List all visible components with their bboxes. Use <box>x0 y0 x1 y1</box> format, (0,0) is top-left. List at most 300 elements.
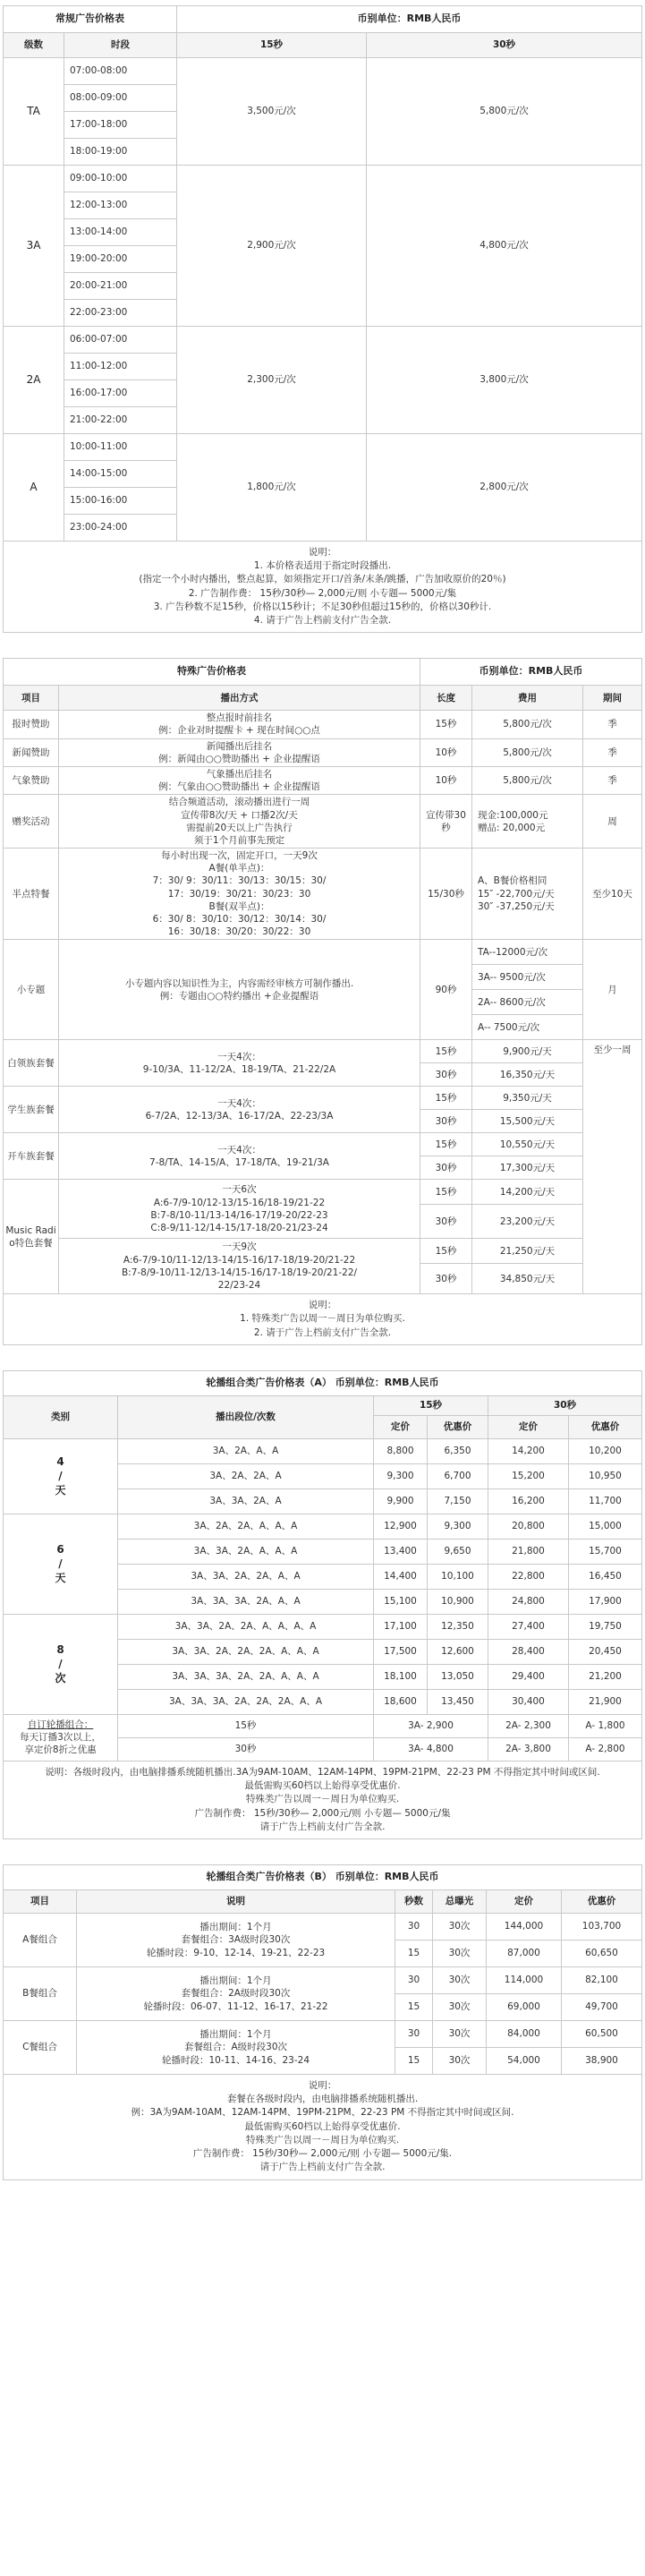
price-15-cell: 1,800元/次 <box>177 434 367 542</box>
item-fee: 5,800元/次 <box>472 767 583 795</box>
custom-3a: 3A- 4,800 <box>374 1737 488 1761</box>
regular-notes: 说明： 1. 本价格表适用于指定时段播出. (指定一个小时内播出，整点起算，如须指定开口/首条/末条/跳播，广告加收原价的20％) 2. 广告制作费： 15秒/30秒— 2,000元/则 小专题— 5000元/集 3. 广告秒数不足15秒，价格以15秒计；不足30秒但超过15秒的，价格以30秒计. 4. 请于广告上档前支付广告全款. <box>3 542 642 633</box>
header-list: 定价 <box>487 1889 562 1913</box>
text-line: 一天4次： <box>217 1144 261 1156</box>
slots-cell: 3A、3A、2A、2A、A、A <box>118 1564 374 1589</box>
special-price-section <box>3 658 642 1345</box>
header-30s: 30秒 <box>367 33 642 58</box>
category-count: 4 <box>56 1455 64 1469</box>
category-cell <box>4 1614 118 1714</box>
header-desc: 说明 <box>77 1889 395 1913</box>
header-method: 播出方式 <box>59 686 420 711</box>
disc-30: 20,450 <box>569 1639 642 1664</box>
list-15: 17,100 <box>374 1614 428 1639</box>
text-line: B:7-8/9-10/11-12/13-14/15-16/17-18/19-20/21-22/ <box>121 1267 358 1278</box>
table-row <box>4 767 642 795</box>
package-desc <box>59 1239 420 1294</box>
slot-cell: 19:00-20:00 <box>64 246 177 273</box>
price-15-cell: 3,500元/次 <box>177 58 367 166</box>
text-line: 30″ -37,250元/天 <box>478 900 555 912</box>
header-15s: 15秒 <box>374 1395 488 1415</box>
price-15-cell: 2,300元/次 <box>177 327 367 434</box>
slot-cell: 10:00-11:00 <box>64 434 177 461</box>
text-line: 每天订播3次以上， <box>20 1732 101 1744</box>
combo-list: 87,000 <box>487 1940 562 1966</box>
level-cell: 2A <box>4 327 64 434</box>
disc-30: 15,700 <box>569 1539 642 1564</box>
combo-exposure: 30次 <box>433 1940 487 1966</box>
header-30s: 30秒 <box>488 1395 642 1415</box>
text-line: 16：30/18：30/20：30/22：30 <box>167 926 311 938</box>
text-line: 套餐组合：A级时段30次 <box>183 2042 288 2053</box>
text-line: 轮播时段：06-07、11-12、16-17、21-22 <box>143 2000 328 2012</box>
header-category: 类别 <box>4 1395 118 1438</box>
text-line: A、B餐价格相同 <box>478 875 547 887</box>
category-unit: 次 <box>55 1672 66 1685</box>
package-desc <box>59 1180 420 1239</box>
package-fee-30: 16,350元/天 <box>472 1063 583 1087</box>
item-length: 10秒 <box>420 767 472 795</box>
item-period: 季 <box>583 767 642 795</box>
disc-30: 10,950 <box>569 1463 642 1488</box>
text-line: 播出期间：1个月 <box>199 1975 272 1987</box>
category-cell <box>4 1514 118 1614</box>
category-unit: 天 <box>55 1572 66 1585</box>
item-length: 10秒 <box>420 738 472 766</box>
item-name: 报时赞助 <box>4 711 59 738</box>
price-30-cell: 4,800元/次 <box>367 166 642 327</box>
table-row <box>4 434 642 461</box>
combo-list: 84,000 <box>487 2020 562 2047</box>
package-name: 白领族套餐 <box>4 1040 59 1087</box>
disc-30: 17,900 <box>569 1589 642 1614</box>
text-line: 轮播时段：9-10、12-14、19-21、22-23 <box>146 1947 326 1958</box>
text-line: 需提前20天以上广告执行 <box>186 822 293 833</box>
text-line: 播出期间：1个月 <box>199 1922 272 1933</box>
disc-15: 13,450 <box>428 1689 488 1714</box>
slot-cell: 16:00-17:00 <box>64 380 177 407</box>
combo-list: 69,000 <box>487 1993 562 2020</box>
text-line: 新闻播出后挂名 <box>206 740 273 752</box>
item-name: 赠奖活动 <box>4 795 59 849</box>
item-period: 至少10天 <box>583 849 642 940</box>
custom-a: A- 1,800 <box>569 1714 642 1737</box>
header-disc: 优惠价 <box>562 1889 642 1913</box>
list-30: 14,200 <box>488 1438 569 1463</box>
text-line: 整点报时前挂名 <box>206 712 273 724</box>
header-fee: 费用 <box>472 686 583 711</box>
text-line: 一天4次： <box>217 1097 261 1109</box>
text-line: 22/23-24 <box>217 1279 261 1291</box>
combo-desc <box>77 1913 395 1966</box>
rotation-b-table <box>3 1864 642 2075</box>
item-length: 90秒 <box>420 940 472 1040</box>
package-fee-30: 23,200元/天 <box>472 1205 583 1239</box>
item-fee: TA--12000元/次 <box>472 940 583 965</box>
rotation-b-notes: 说明： 套餐在各级时段内，由电脑排播系统随机播出. 例：3A为9AM-10AM、12AM-14PM、19PM-21PM、22-23 PM 不得指定其中时间或区间. 最低需购买60档以上始得享受优惠价. 特殊类广告以周一－周日为单位购买. 广告制作费： 15秒/30秒— 2,000元/则 小专题— 5000元/集. 请于广告上档前支付广告全款. <box>3 2075 642 2180</box>
price-15-cell: 2,900元/次 <box>177 166 367 327</box>
table-row <box>4 166 642 192</box>
list-15: 18,600 <box>374 1689 428 1714</box>
regular-price-table <box>3 5 642 542</box>
text-line: 例：新闻由○○赞助播出 + 企业提醒语 <box>158 753 320 764</box>
combo-name: C餐组合 <box>4 2020 77 2074</box>
package-desc <box>59 1087 420 1133</box>
category-count: 8 <box>56 1643 64 1657</box>
disc-15: 6,700 <box>428 1463 488 1488</box>
item-fee: A-- 7500元/次 <box>472 1015 583 1040</box>
slot-cell: 07:00-08:00 <box>64 58 177 85</box>
package-fee-30: 17,300元/天 <box>472 1156 583 1180</box>
slot-cell: 22:00-23:00 <box>64 300 177 327</box>
combo-seconds: 15 <box>395 1993 433 2020</box>
list-15: 13,400 <box>374 1539 428 1564</box>
category-unit: 天 <box>55 1484 66 1497</box>
table-row <box>4 1133 642 1156</box>
text-line: 一天4次： <box>217 1051 261 1062</box>
list-30: 28,400 <box>488 1639 569 1664</box>
list-15: 14,400 <box>374 1564 428 1589</box>
item-desc <box>59 738 420 766</box>
text-line: B:7-8/10-11/13-14/16-17/19-20/22-23 <box>150 1209 328 1221</box>
list-15: 9,300 <box>374 1463 428 1488</box>
text-line: 享定价8折之优惠 <box>24 1744 97 1756</box>
package-desc <box>59 1133 420 1180</box>
custom-2a: 2A- 3,800 <box>488 1737 569 1761</box>
combo-disc: 49,700 <box>562 1993 642 2020</box>
table-row <box>4 1239 642 1264</box>
text-line: 须于1个月前事先预定 <box>193 834 285 846</box>
combo-disc: 82,100 <box>562 1966 642 1993</box>
level-cell: TA <box>4 58 64 166</box>
package-fee-15: 9,350元/天 <box>472 1087 583 1110</box>
regular-title: 常规广告价格表 <box>4 6 177 33</box>
special-notes: 说明： 1. 特殊类广告以周一－周日为单位购买. 2. 请于广告上档前支付广告全款. <box>3 1294 642 1345</box>
package-period: 至少一周 <box>583 1040 642 1294</box>
disc-30: 10,200 <box>569 1438 642 1463</box>
custom-combo <box>4 1714 118 1761</box>
item-desc <box>59 767 420 795</box>
table-row <box>4 58 642 85</box>
list-30: 21,800 <box>488 1539 569 1564</box>
list-30: 16,200 <box>488 1488 569 1514</box>
level-cell: 3A <box>4 166 64 327</box>
disc-15: 10,900 <box>428 1589 488 1614</box>
package-length-30: 30秒 <box>420 1156 472 1180</box>
disc-15: 12,350 <box>428 1614 488 1639</box>
price-30-cell: 2,800元/次 <box>367 434 642 542</box>
combo-name: B餐组合 <box>4 1966 77 2020</box>
price-30-cell: 3,800元/次 <box>367 327 642 434</box>
item-desc <box>59 711 420 738</box>
item-length: 宣传带30秒 <box>420 795 472 849</box>
combo-desc <box>77 1966 395 2020</box>
item-fee: 2A-- 8600元/次 <box>472 990 583 1015</box>
text-line: 小专题内容以知识性为主，内容需经审核方可制作播出. <box>124 977 354 989</box>
combo-seconds: 15 <box>395 1940 433 1966</box>
header-item: 项目 <box>4 686 59 711</box>
slots-cell: 3A、3A、2A、2A、A、A、A、A <box>118 1614 374 1639</box>
header-period: 期间 <box>583 686 642 711</box>
special-price-table <box>3 658 642 1294</box>
category-slash: / <box>58 1658 63 1671</box>
item-desc <box>59 849 420 940</box>
text-line: 7-8/TA、14-15/A、17-18/TA、19-21/3A <box>149 1156 329 1168</box>
custom-length: 15秒 <box>118 1714 374 1737</box>
combo-disc: 103,700 <box>562 1913 642 1940</box>
text-line: 气象播出后挂名 <box>206 769 273 780</box>
text-line: 套餐组合：3A级时段30次 <box>181 1934 291 1946</box>
table-row <box>4 711 642 738</box>
text-line: 一天6次 <box>222 1184 257 1196</box>
category-cell <box>4 1438 118 1514</box>
list-30: 20,800 <box>488 1514 569 1539</box>
package-name: 开车族套餐 <box>4 1133 59 1180</box>
item-name: 小专题 <box>4 940 59 1040</box>
package-fee-30: 34,850元/天 <box>472 1264 583 1294</box>
header-disc-15: 优惠价 <box>428 1415 488 1438</box>
slots-cell: 3A、3A、3A、2A、A、A <box>118 1589 374 1614</box>
disc-15: 7,150 <box>428 1488 488 1514</box>
list-30: 24,800 <box>488 1589 569 1614</box>
package-fee-15: 10,550元/天 <box>472 1133 583 1156</box>
item-length: 15秒 <box>420 711 472 738</box>
item-name: 半点特餐 <box>4 849 59 940</box>
custom-2a: 2A- 2,300 <box>488 1714 569 1737</box>
rotation-a-table <box>3 1370 642 1761</box>
custom-3a: 3A- 2,900 <box>374 1714 488 1737</box>
slots-cell: 3A、2A、2A、A <box>118 1463 374 1488</box>
package-length-30: 30秒 <box>420 1264 472 1294</box>
price-30-cell: 5,800元/次 <box>367 58 642 166</box>
disc-15: 12,600 <box>428 1639 488 1664</box>
item-desc <box>59 795 420 849</box>
text-line: 17：30/19：30/21：30/23：30 <box>167 888 311 900</box>
package-length-15: 15秒 <box>420 1180 472 1205</box>
special-currency: 币别单位：RMB人民币 <box>420 659 642 686</box>
text-line: A餐(单半点)： <box>208 863 270 874</box>
combo-seconds: 30 <box>395 2020 433 2047</box>
slots-cell: 3A、3A、2A、A、A、A <box>118 1539 374 1564</box>
item-period: 月 <box>583 940 642 1040</box>
combo-disc: 38,900 <box>562 2047 642 2074</box>
regular-currency: 币别单位：RMB人民币 <box>177 6 642 33</box>
package-desc <box>59 1040 420 1087</box>
table-row <box>4 1966 642 1993</box>
text-line: 15″ -22,700元/天 <box>478 888 555 900</box>
disc-15: 6,350 <box>428 1438 488 1463</box>
custom-length: 30秒 <box>118 1737 374 1761</box>
item-name: 新闻赞助 <box>4 738 59 766</box>
slot-cell: 15:00-16:00 <box>64 488 177 515</box>
category-slash: / <box>58 1557 63 1571</box>
text-line: 9-10/3A、11-12/2A、18-19/TA、21-22/2A <box>142 1063 336 1075</box>
combo-exposure: 30次 <box>433 1966 487 1993</box>
text-line: 6-7/2A、12-13/3A、16-17/2A、22-23/3A <box>145 1110 334 1122</box>
table-row <box>4 1514 642 1539</box>
package-length-15: 15秒 <box>420 1239 472 1264</box>
slots-cell: 3A、3A、2A、2A、2A、A、A、A <box>118 1639 374 1664</box>
disc-15: 9,650 <box>428 1539 488 1564</box>
header-list-15: 定价 <box>374 1415 428 1438</box>
item-name: 气象赞助 <box>4 767 59 795</box>
item-period: 季 <box>583 711 642 738</box>
table-row <box>4 849 642 940</box>
slot-cell: 21:00-22:00 <box>64 407 177 434</box>
combo-list: 54,000 <box>487 2047 562 2074</box>
list-30: 15,200 <box>488 1463 569 1488</box>
text-line: 结合频道活动，滚动播出进行一周 <box>168 797 310 808</box>
table-row <box>4 1438 642 1463</box>
list-15: 8,800 <box>374 1438 428 1463</box>
table-row <box>4 940 642 965</box>
package-fee-15: 9,900元/天 <box>472 1040 583 1063</box>
combo-seconds: 30 <box>395 1913 433 1940</box>
header-level: 级数 <box>4 33 64 58</box>
item-fee: 5,800元/次 <box>472 738 583 766</box>
combo-disc: 60,650 <box>562 1940 642 1966</box>
item-desc <box>59 940 420 1040</box>
table-row <box>4 1714 642 1737</box>
category-count: 6 <box>56 1543 64 1557</box>
list-30: 29,400 <box>488 1664 569 1689</box>
disc-15: 9,300 <box>428 1514 488 1539</box>
slots-cell: 3A、3A、2A、A <box>118 1488 374 1514</box>
package-fee-15: 21,250元/天 <box>472 1239 583 1264</box>
item-period: 季 <box>583 738 642 766</box>
combo-disc: 60,500 <box>562 2020 642 2047</box>
special-title: 特殊广告价格表 <box>4 659 420 686</box>
combo-seconds: 15 <box>395 2047 433 2074</box>
package-length-30: 30秒 <box>420 1063 472 1087</box>
header-slots: 播出段位/次数 <box>118 1395 374 1438</box>
package-length-15: 15秒 <box>420 1040 472 1063</box>
slot-cell: 18:00-19:00 <box>64 139 177 166</box>
rotation-a-title: 轮播组合类广告价格表（A） 币别单位：RMB人民币 <box>4 1370 642 1395</box>
list-15: 17,500 <box>374 1639 428 1664</box>
header-list-30: 定价 <box>488 1415 569 1438</box>
text-line: 播出期间：1个月 <box>199 2029 272 2041</box>
table-row <box>4 2020 642 2047</box>
text-line: A:6-7/9-10/12-13/15-16/18-19/21-22 <box>153 1197 326 1208</box>
custom-a: A- 2,800 <box>569 1737 642 1761</box>
slot-cell: 13:00-14:00 <box>64 219 177 246</box>
level-cell: A <box>4 434 64 542</box>
rotation-b-title: 轮播组合类广告价格表（B） 币别单位：RMB人民币 <box>4 1864 642 1889</box>
combo-list: 114,000 <box>487 1966 562 1993</box>
rotation-b-section <box>3 1864 642 2180</box>
table-row <box>4 1180 642 1205</box>
combo-exposure: 30次 <box>433 2047 487 2074</box>
package-length-15: 15秒 <box>420 1133 472 1156</box>
package-fee-15: 14,200元/天 <box>472 1180 583 1205</box>
text-line: 6：30/ 8：30/10：30/12：30/14：30/ <box>152 913 327 925</box>
text-line: 一天9次 <box>222 1241 257 1253</box>
slot-cell: 08:00-09:00 <box>64 85 177 112</box>
list-30: 30,400 <box>488 1689 569 1714</box>
slot-cell: 14:00-15:00 <box>64 461 177 488</box>
header-length: 长度 <box>420 686 472 711</box>
table-row <box>4 1614 642 1639</box>
disc-30: 21,900 <box>569 1689 642 1714</box>
header-15s: 15秒 <box>177 33 367 58</box>
slot-cell: 17:00-18:00 <box>64 112 177 139</box>
combo-desc <box>77 2020 395 2074</box>
text-line: 现金:100,000元 <box>478 809 548 821</box>
disc-15: 13,050 <box>428 1664 488 1689</box>
text-line: B餐(双半点)： <box>208 900 270 912</box>
package-length-30: 30秒 <box>420 1110 472 1133</box>
header-exposure: 总曝光 <box>433 1889 487 1913</box>
text-line: 例：企业对时提醒卡 + 现在时间○○点 <box>158 725 320 737</box>
item-length: 15/30秒 <box>420 849 472 940</box>
list-15: 9,900 <box>374 1488 428 1514</box>
package-length-15: 15秒 <box>420 1087 472 1110</box>
table-row <box>4 738 642 766</box>
combo-list: 144,000 <box>487 1913 562 1940</box>
slot-cell: 11:00-12:00 <box>64 354 177 380</box>
list-15: 12,900 <box>374 1514 428 1539</box>
rotation-a-notes: 说明：各级时段内，由电脑排播系统随机播出.3A为9AM-10AM、12AM-14PM、19PM-21PM、22-23 PM 不得指定其中时间或区间. 最低需购买60档以上始得享受优惠价. 特殊类广告以周一－周日为单位购买. 广告制作费： 15秒/30秒— 2,000元/则 小专题— 5000元/集 请于广告上档前支付广告全款. <box>3 1761 642 1839</box>
package-fee-30: 15,500元/天 <box>472 1110 583 1133</box>
text-line: 宣传带8次/天 + 口播2次/天 <box>181 809 298 821</box>
slot-cell: 06:00-07:00 <box>64 327 177 354</box>
item-fee <box>472 795 583 849</box>
text-line: 例：专题由○○特约播出 +企业提醒语 <box>159 990 319 1002</box>
slot-cell: 09:00-10:00 <box>64 166 177 192</box>
slots-cell: 3A、3A、3A、2A、2A、2A、A、A <box>118 1689 374 1714</box>
disc-30: 15,000 <box>569 1514 642 1539</box>
combo-exposure: 30次 <box>433 2020 487 2047</box>
slot-cell: 20:00-21:00 <box>64 273 177 300</box>
rotation-a-section <box>3 1370 642 1839</box>
list-30: 27,400 <box>488 1614 569 1639</box>
header-seconds: 秒数 <box>395 1889 433 1913</box>
item-period: 周 <box>583 795 642 849</box>
text-line: C:8-9/11-12/14-15/17-18/20-21/23-24 <box>150 1222 328 1233</box>
table-row <box>4 1040 642 1063</box>
text-line: 7：30/ 9：30/11：30/13：30/15：30/ <box>152 875 327 887</box>
combo-exposure: 30次 <box>433 1913 487 1940</box>
text-line: 赠品: 20,000元 <box>478 822 546 833</box>
slots-cell: 3A、2A、2A、A、A、A <box>118 1514 374 1539</box>
text-line: 例：气象由○○赞助播出 + 企业提醒语 <box>158 781 320 793</box>
header-slot: 时段 <box>64 33 177 58</box>
slot-cell: 23:00-24:00 <box>64 515 177 542</box>
slots-cell: 3A、3A、3A、2A、2A、A、A、A <box>118 1664 374 1689</box>
header-item: 项目 <box>4 1889 77 1913</box>
slots-cell: 3A、2A、A、A <box>118 1438 374 1463</box>
header-disc-30: 优惠价 <box>569 1415 642 1438</box>
disc-30: 16,450 <box>569 1564 642 1589</box>
item-fee: 3A-- 9500元/次 <box>472 965 583 990</box>
disc-30: 21,200 <box>569 1664 642 1689</box>
list-15: 15,100 <box>374 1589 428 1614</box>
package-length-30: 30秒 <box>420 1205 472 1239</box>
regular-price-section <box>3 5 642 633</box>
combo-seconds: 30 <box>395 1966 433 1993</box>
item-fee: 5,800元/次 <box>472 711 583 738</box>
package-name: 学生族套餐 <box>4 1087 59 1133</box>
table-row <box>4 327 642 354</box>
package-name: Music Radio特色套餐 <box>4 1180 59 1294</box>
text-line: 每小时出现一次，固定开口，一天9次 <box>161 850 318 862</box>
disc-15: 10,100 <box>428 1564 488 1589</box>
list-15: 18,100 <box>374 1664 428 1689</box>
category-slash: / <box>58 1470 63 1483</box>
disc-30: 19,750 <box>569 1614 642 1639</box>
text-line: 套餐组合：2A级时段30次 <box>181 1988 291 2000</box>
